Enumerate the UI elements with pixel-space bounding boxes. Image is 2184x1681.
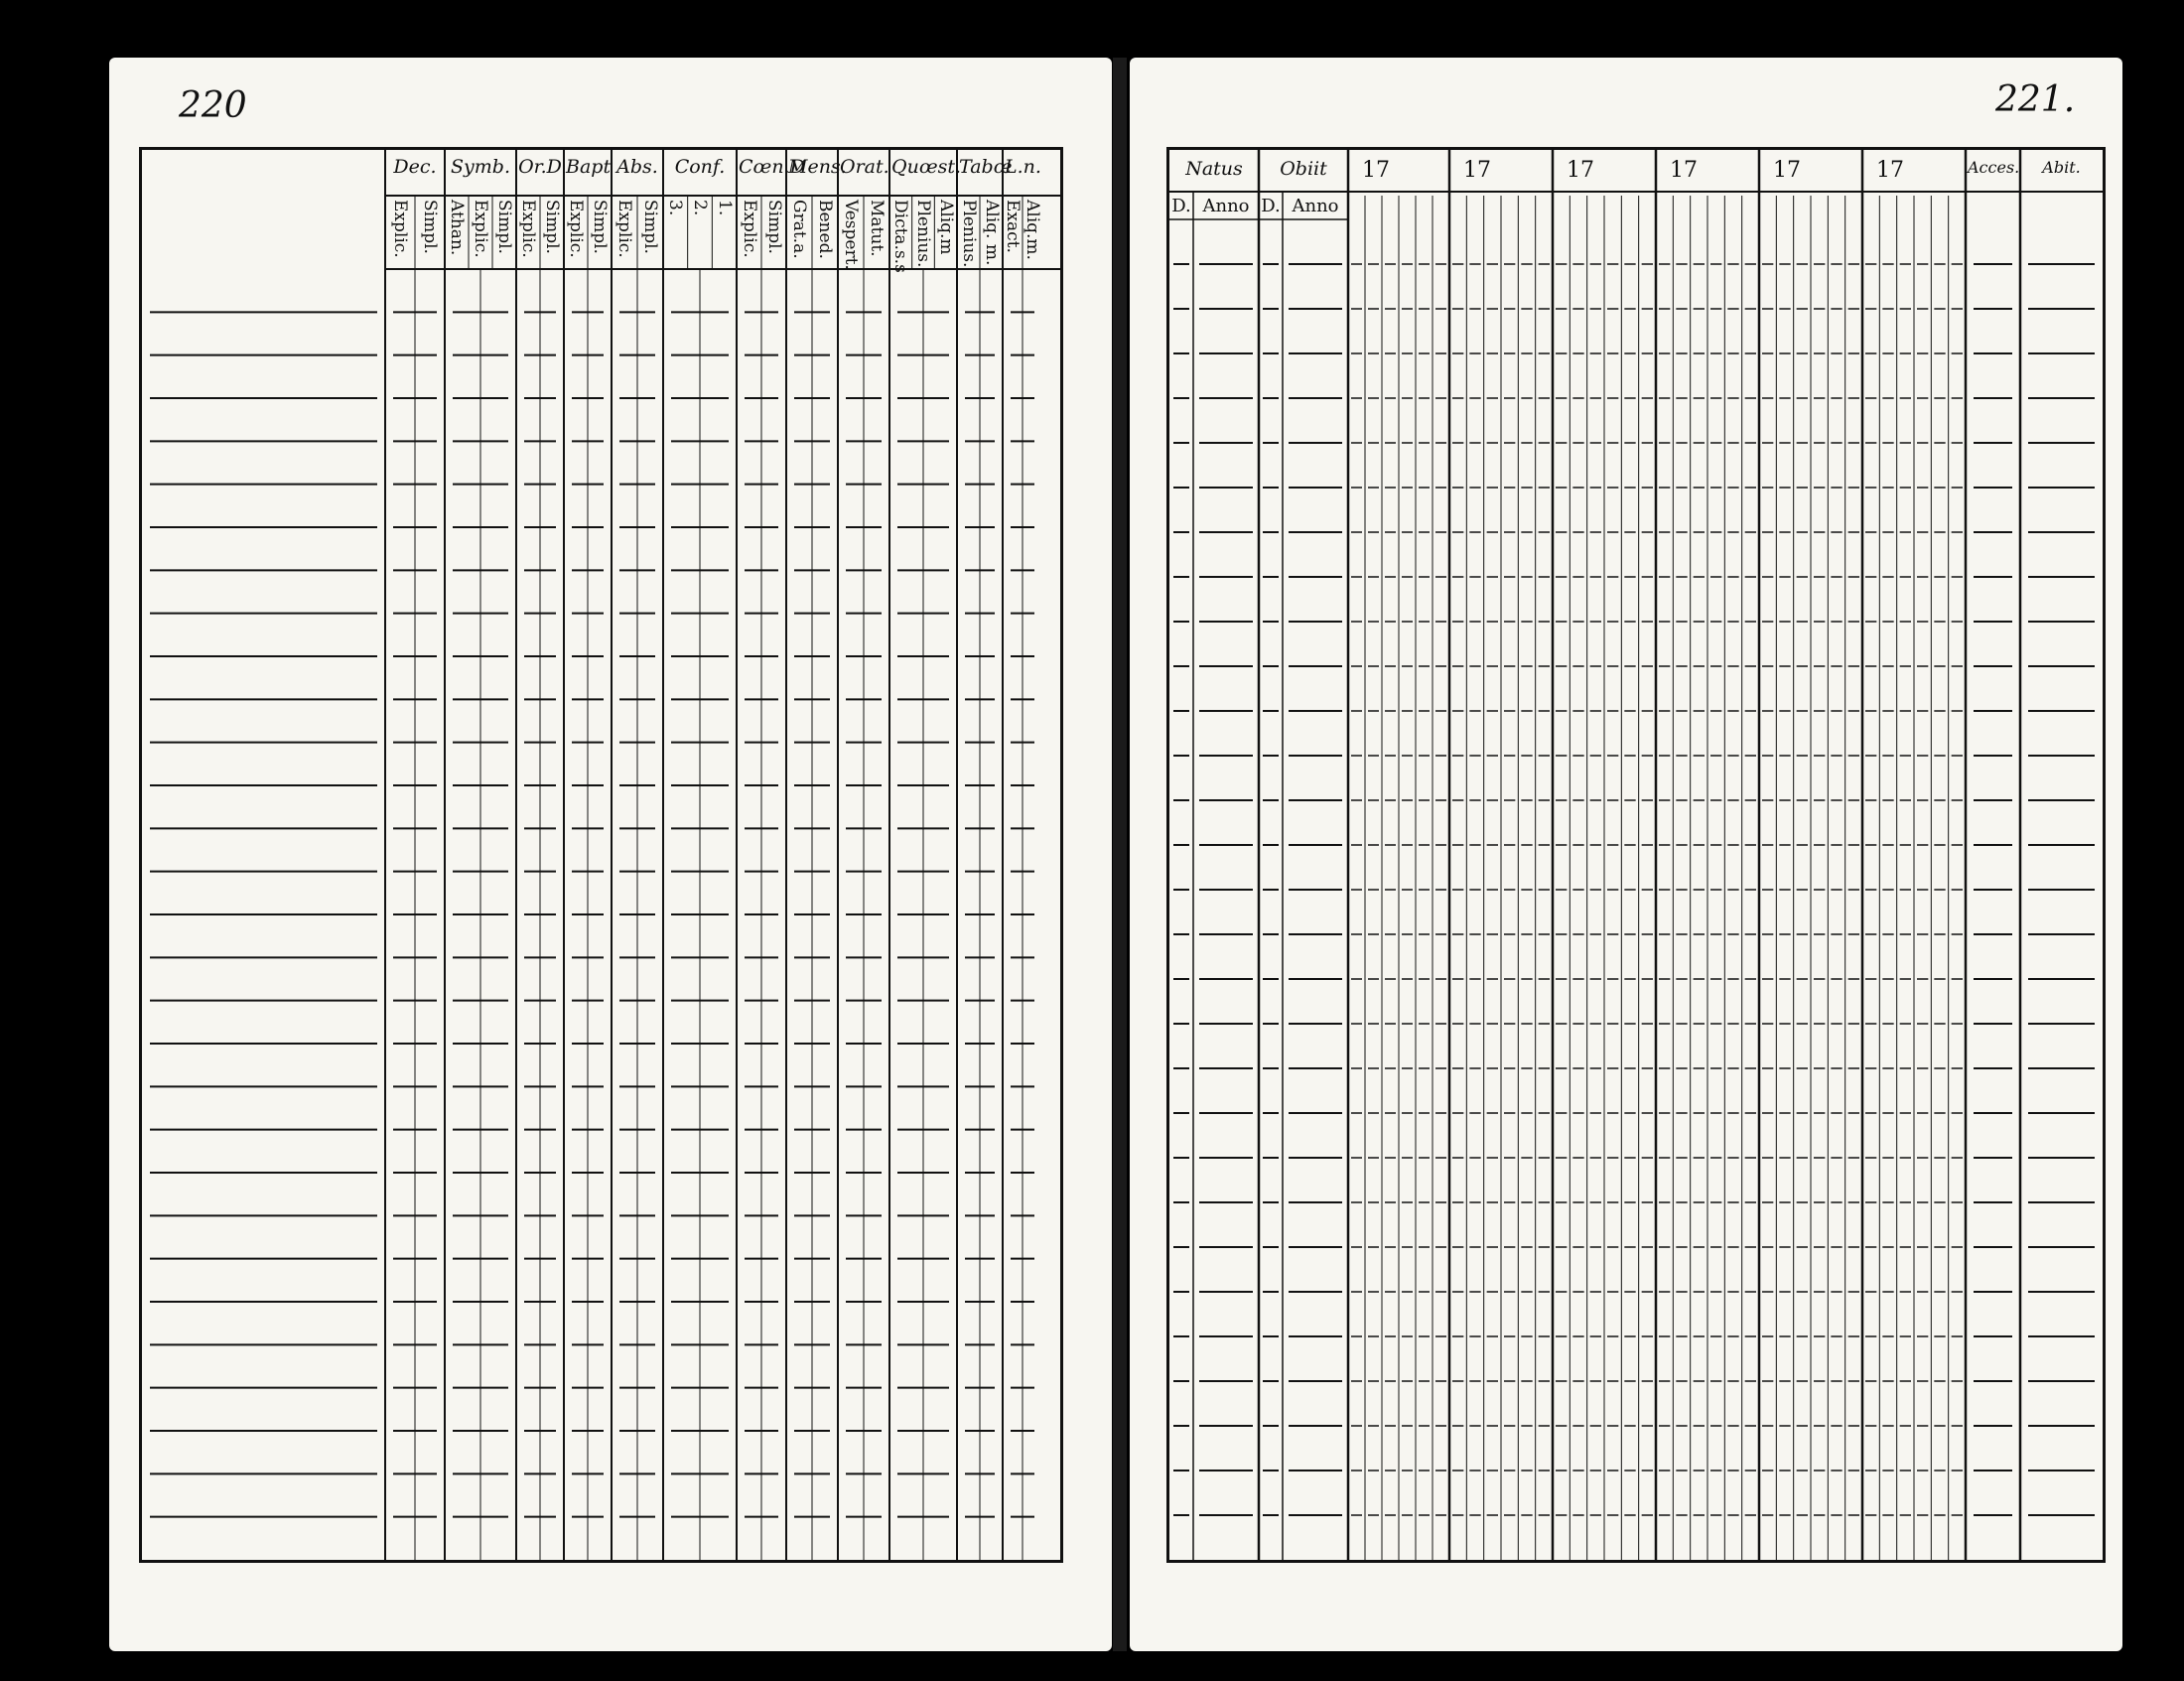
column-subheader: Bened. [815, 200, 835, 259]
group-header: Abit. [2042, 158, 2081, 177]
group-header: 17 [1876, 158, 1904, 183]
column-subheader: Matut. [867, 200, 887, 257]
column-subheader: Dicta.s.s [890, 200, 911, 273]
group-header: 17 [1567, 158, 1594, 183]
column-header: Cœn.D [739, 156, 805, 178]
column-subheader: 2. [690, 200, 710, 216]
column-header: Bapt [566, 156, 612, 178]
column-header: Orat. [840, 156, 889, 178]
right-ruling [1169, 150, 2103, 1560]
register-table-left [139, 147, 1063, 1563]
page-number-right: 221. [1995, 79, 2076, 120]
column-subheader: 3. [665, 200, 686, 216]
column-header: L.n. [1005, 156, 1041, 178]
column-subheader: Aliq.m [935, 200, 956, 255]
column-header: Quœst. [891, 156, 962, 178]
column-subheader: Vespert. [841, 200, 861, 270]
column-header: Abs. [616, 156, 658, 178]
column-subheader: Explic. [614, 200, 634, 258]
column-subheader: Aliq.m. [1023, 200, 1042, 260]
column-header: Dec. [393, 156, 437, 178]
column-subheader: Simpl. [420, 200, 440, 254]
column-subheader: Explic. [390, 200, 410, 258]
group-header: Obiit [1280, 158, 1327, 180]
column-header: Symb. [451, 156, 510, 178]
group-header: Acces. [1968, 158, 2020, 177]
group-subheader: Anno [1202, 196, 1250, 216]
column-subheader: 1. [714, 200, 735, 216]
column-subheader: Explic. [739, 200, 759, 258]
column-header: Or.D [518, 156, 562, 178]
left-ruling [142, 150, 1060, 1560]
group-header: 17 [1773, 158, 1801, 183]
column-subheader: Explic. [566, 200, 586, 258]
column-subheader: Simpl. [590, 200, 610, 254]
column-subheader: Grat.a. [789, 200, 809, 259]
column-subheader: Explic. [471, 200, 490, 258]
column-subheader: Simpl. [542, 200, 562, 254]
group-header: 17 [1362, 158, 1390, 183]
column-header: Tabœ [959, 156, 1013, 178]
group-header: 17 [1670, 158, 1698, 183]
group-header: 17 [1463, 158, 1491, 183]
column-subheader: Plenius. [913, 200, 933, 268]
group-header: Natus [1185, 158, 1243, 180]
column-header: Mens. [788, 156, 847, 178]
column-subheader: Athan. [447, 200, 467, 256]
group-subheader: D. [1261, 196, 1281, 216]
group-subheader: D. [1171, 196, 1191, 216]
column-header: Conf. [674, 156, 726, 178]
book-gutter [1113, 58, 1127, 1651]
column-subheader: Simpl. [494, 200, 514, 254]
column-subheader: Explic. [518, 200, 538, 258]
page-number-left: 220 [179, 85, 247, 126]
register-table-right [1166, 147, 2106, 1563]
column-subheader: Simpl. [640, 200, 660, 254]
column-subheader: Aliq. m. [981, 200, 1002, 266]
column-subheader: Plenius. [958, 200, 979, 268]
column-subheader: Exact. [1003, 200, 1023, 253]
group-subheader: Anno [1292, 196, 1339, 216]
column-subheader: Simpl. [763, 200, 784, 254]
